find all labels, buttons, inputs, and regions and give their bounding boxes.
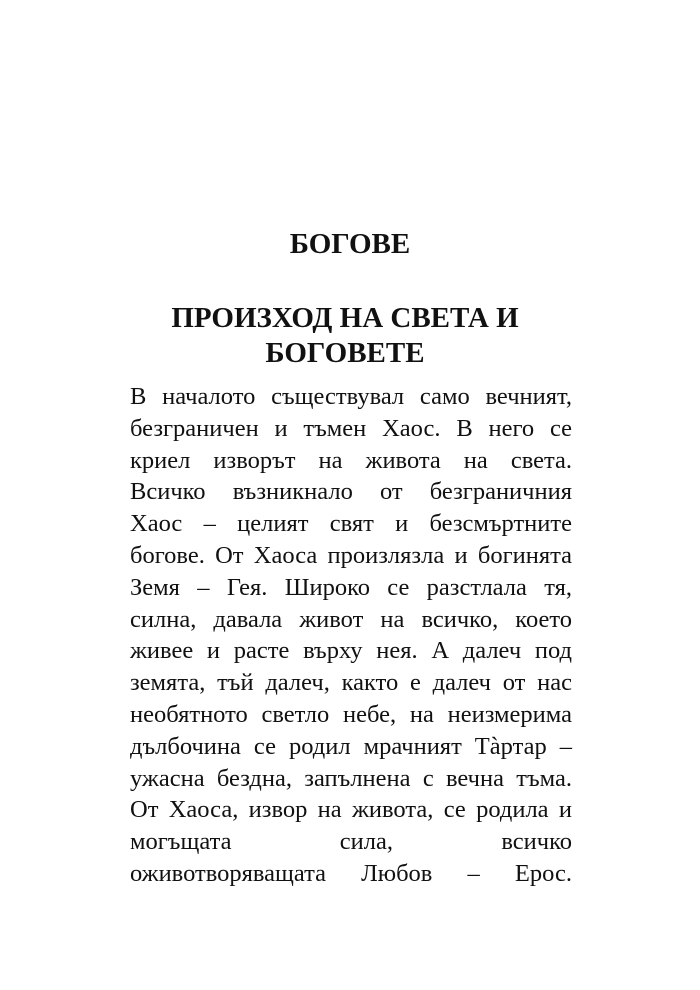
paragraph-line: безграничен и тъмен Хаос. В него се <box>130 414 572 442</box>
paragraph-line: силна, давала живот на всичко, което <box>130 605 572 633</box>
paragraph-line: необятното светло небе, на неизмерима <box>130 700 572 728</box>
paragraph-line: криел изворът на живота на света. <box>130 446 572 474</box>
section-title-line-1: ПРОИЗХОД НА СВЕТА И <box>171 302 519 334</box>
paragraph-line: богове. От Хаоса произлязла и богинята <box>130 541 572 569</box>
paragraph-line: От Хаоса, извор на живота, се родила и <box>130 796 572 824</box>
paragraph-line: живее и расте върху нея. А далеч под <box>130 637 572 665</box>
paragraph-line: дълбочина се родил мрачният Тàртар – <box>130 732 572 760</box>
paragraph-line: земята, тъй далеч, както е далеч от нас <box>130 669 572 697</box>
chapter-title: БОГОВЕ <box>289 228 411 260</box>
paragraph-line: Всичко възникнало от безграничния <box>130 478 572 506</box>
paragraph-line: Земя – Гея. Широко се разстлала тя, <box>130 573 572 601</box>
section-title-line-2: БОГОВЕТЕ <box>265 337 425 369</box>
body-paragraph <box>130 381 572 890</box>
paragraph-line: Хаос – целият свят и безсмъртните <box>130 510 572 538</box>
paragraph-line: оживотворяващата Любов – Ерос. <box>130 859 572 887</box>
paragraph-line: могъщата сила, всичко <box>130 828 572 856</box>
section-title <box>140 301 550 371</box>
paragraph-line: ужасна бездна, запълнена с вечна тъма. <box>130 764 572 792</box>
paragraph-line: В началото съществувал само вечният, <box>130 383 572 410</box>
